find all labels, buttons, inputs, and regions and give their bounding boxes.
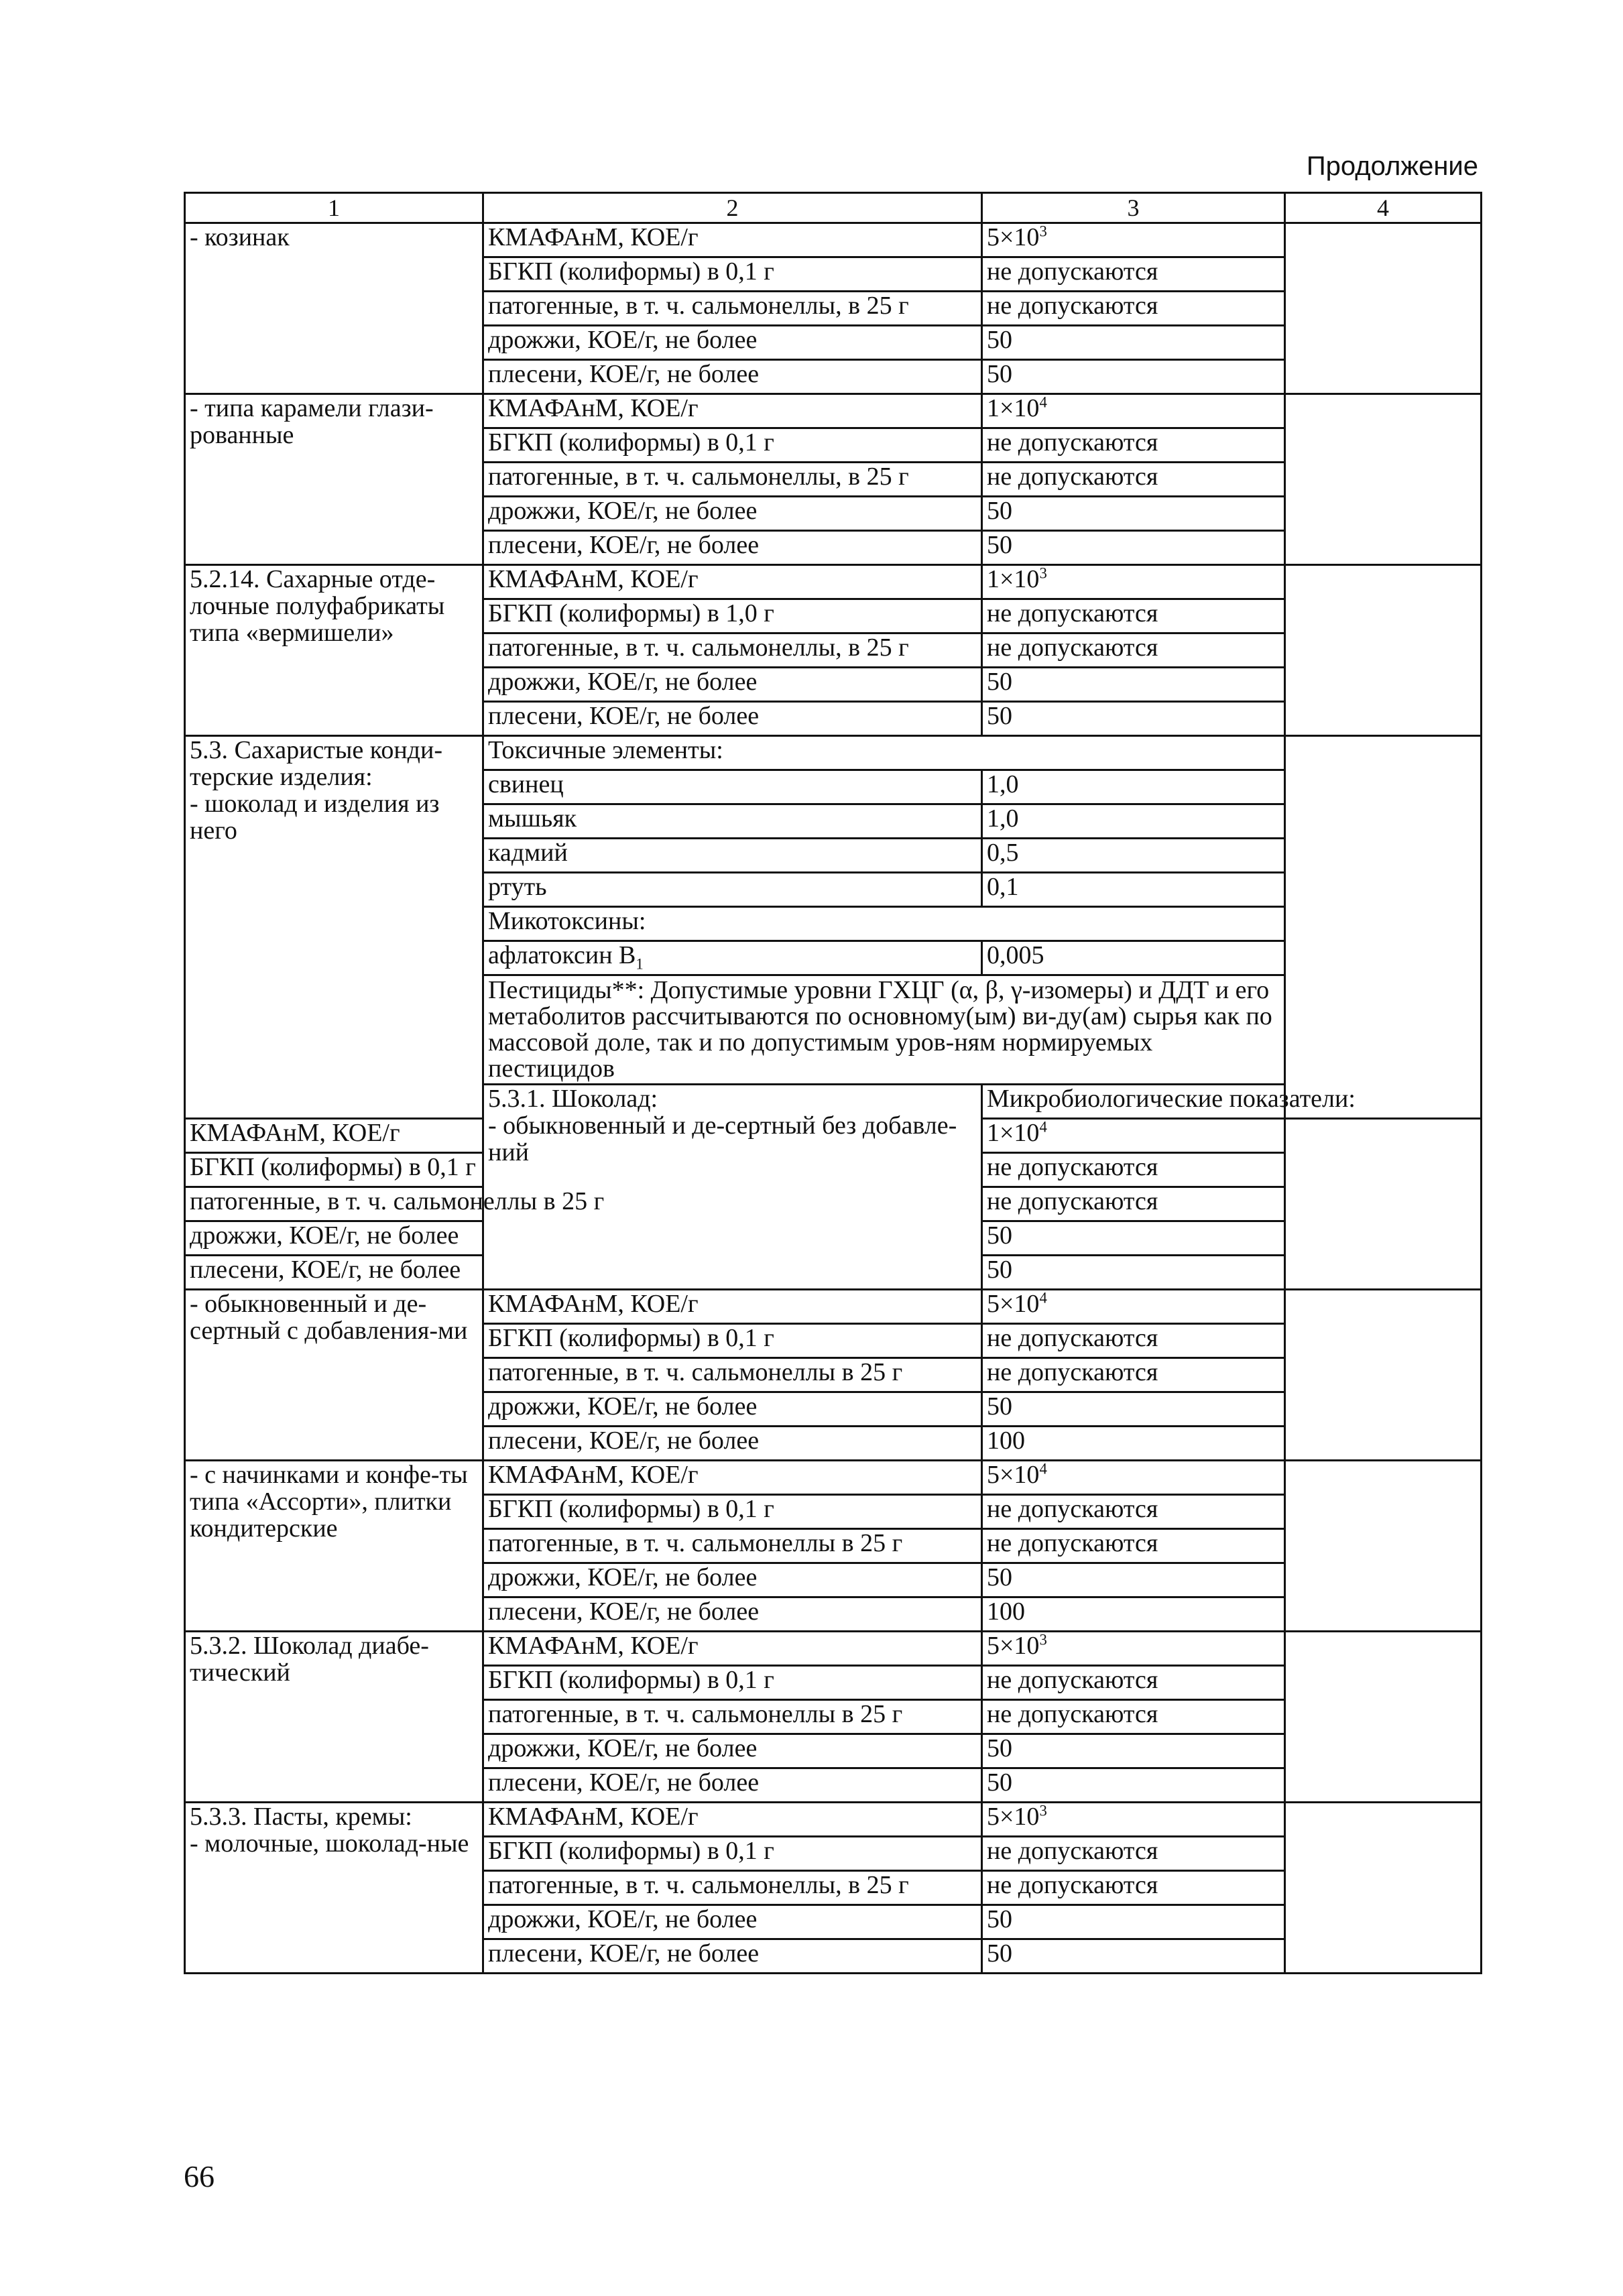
indicator-cell: БГКП (колиформы) в 0,1 г — [483, 1324, 982, 1358]
value-base: 5×10 — [987, 1632, 1040, 1660]
value-cell: 50 — [982, 1392, 1285, 1427]
value-cell: 1,0 — [982, 804, 1285, 839]
product-label: - козинак — [185, 223, 483, 394]
indicator-cell: БГКП (колиформы) в 0,1 г — [483, 1837, 982, 1871]
value-cell — [982, 1632, 1285, 1666]
section-heading: Микробиологические показатели: — [982, 1085, 1482, 1119]
value-cell: не допускаются — [982, 292, 1285, 326]
value-exponent: 3 — [1039, 223, 1047, 240]
indicator-cell: дрожжи, КОЕ/г, не более — [483, 326, 982, 360]
value-cell: не допускаются — [982, 1153, 1285, 1187]
value-cell: 0,5 — [982, 839, 1285, 873]
indicator-cell: КМАФАнМ, КОЕ/г — [483, 394, 982, 428]
indicator-cell: дрожжи, КОЕ/г, не более — [483, 1905, 982, 1939]
value-cell: не допускаются — [982, 428, 1285, 463]
indicator-cell: плесени, КОЕ/г, не более — [483, 702, 982, 736]
value-cell: 50 — [982, 531, 1285, 565]
value-cell: 50 — [982, 1939, 1285, 1974]
indicator-cell — [483, 941, 982, 975]
indicator-cell: дрожжи, КОЕ/г, не более — [483, 1392, 982, 1427]
indicator-cell: патогенные, в т. ч. сальмонеллы в 25 г — [483, 1529, 982, 1563]
column-4-cell — [1285, 1632, 1482, 1803]
indicator-cell: КМАФАнМ, КОЕ/г — [483, 1461, 982, 1495]
product-label: 5.3.2. Шоколад диабе-тический — [185, 1632, 483, 1803]
value-base: 5×10 — [987, 1290, 1040, 1318]
indicator-cell: БГКП (колиформы) в 0,1 г — [185, 1153, 483, 1187]
indicator-cell: плесени, КОЕ/г, не более — [483, 1597, 982, 1632]
indicator-cell: патогенные, в т. ч. сальмонеллы в 25 г — [483, 1358, 982, 1392]
value-cell: 50 — [982, 1768, 1285, 1803]
column-4-cell — [1285, 223, 1482, 394]
table-row — [185, 1803, 1482, 1837]
value-cell — [982, 565, 1285, 599]
indicator-cell: патогенные, в т. ч. сальмонеллы, в 25 г — [483, 292, 982, 326]
value-base: 1×10 — [987, 394, 1040, 422]
value-exponent: 3 — [1039, 1631, 1047, 1648]
indicator-cell: дрожжи, КОЕ/г, не более — [483, 1734, 982, 1768]
value-cell — [982, 1290, 1285, 1324]
product-label: - типа карамели глази-рованные — [185, 394, 483, 565]
continuation-label: Продолжение — [1306, 152, 1478, 181]
indicator-cell: ртуть — [483, 873, 982, 907]
indicator-subscript: 1 — [636, 955, 644, 973]
section-heading: Микотоксины: — [483, 907, 1285, 941]
indicator-cell: плесени, КОЕ/г, не более — [483, 360, 982, 394]
indicator-cell: КМАФАнМ, КОЕ/г — [483, 1803, 982, 1837]
value-cell: не допускаются — [982, 257, 1285, 292]
value-cell: не допускаются — [982, 1837, 1285, 1871]
value-cell: 50 — [982, 360, 1285, 394]
value-base: 5×10 — [987, 1803, 1040, 1831]
indicator-cell: плесени, КОЕ/г, не более — [483, 1768, 982, 1803]
value-cell: 50 — [982, 668, 1285, 702]
table-row — [185, 1290, 1482, 1324]
value-base: 5×10 — [987, 1461, 1040, 1489]
value-cell: 50 — [982, 702, 1285, 736]
norms-table — [184, 192, 1482, 1974]
value-cell — [982, 1803, 1285, 1837]
product-label: - с начинками и конфе-ты типа «Ассорти», плитки кондитерские — [185, 1461, 483, 1632]
value-exponent: 3 — [1039, 564, 1047, 582]
column-4-cell — [1285, 1461, 1482, 1632]
indicator-cell: патогенные, в т. ч. сальмонеллы, в 25 г — [483, 1871, 982, 1905]
column-4-cell — [1285, 394, 1482, 565]
indicator-cell: БГКП (колиформы) в 0,1 г — [483, 1495, 982, 1529]
value-cell — [982, 394, 1285, 428]
product-label: 5.3.1. Шоколад: - обыкновенный и де-сертный без добавле-ний — [483, 1085, 982, 1290]
value-cell: не допускаются — [982, 1187, 1285, 1221]
indicator-cell: БГКП (колиформы) в 1,0 г — [483, 599, 982, 633]
value-cell: 50 — [982, 1563, 1285, 1597]
indicator-text: афлатоксин B — [488, 941, 636, 969]
product-label: 5.2.14. Сахарные отде-лочные полуфабрикаты типа «вермишели» — [185, 565, 483, 736]
table-row — [185, 736, 1482, 770]
section-heading: Токсичные элементы: — [483, 736, 1285, 770]
value-exponent: 4 — [1039, 1289, 1047, 1307]
column-4-cell — [1285, 565, 1482, 736]
table-row — [185, 394, 1482, 428]
page-number: 66 — [184, 2159, 215, 2193]
product-label: 5.3.3. Пасты, кремы: - молочные, шоколад-ные — [185, 1803, 483, 1974]
value-exponent: 3 — [1039, 1802, 1047, 1819]
column-4-cell — [1285, 1803, 1482, 1974]
indicator-cell: дрожжи, КОЕ/г, не более — [483, 668, 982, 702]
indicator-cell: КМАФАнМ, КОЕ/г — [483, 1290, 982, 1324]
indicator-cell: БГКП (колиформы) в 0,1 г — [483, 428, 982, 463]
indicator-cell: БГКП (колиформы) в 0,1 г — [483, 257, 982, 292]
table-row — [185, 565, 1482, 599]
indicator-cell: патогенные, в т. ч. сальмонеллы в 25 г — [483, 1700, 982, 1734]
indicator-cell: плесени, КОЕ/г, не более — [483, 1427, 982, 1461]
indicator-cell: дрожжи, КОЕ/г, не более — [483, 1563, 982, 1597]
product-label: - обыкновенный и де-сертный с добавления-ми — [185, 1290, 483, 1461]
value-cell: не допускаются — [982, 1700, 1285, 1734]
indicator-cell: кадмий — [483, 839, 982, 873]
value-cell: не допускаются — [982, 1529, 1285, 1563]
value-cell: 0,005 — [982, 941, 1285, 975]
column-header: 2 — [483, 193, 982, 223]
value-base: 1×10 — [987, 1119, 1040, 1147]
value-cell: 100 — [982, 1427, 1285, 1461]
indicator-cell: патогенные, в т. ч. сальмонеллы, в 25 г — [483, 633, 982, 668]
value-cell: не допускаются — [982, 1871, 1285, 1905]
indicator-cell: КМАФАнМ, КОЕ/г — [483, 223, 982, 257]
indicator-cell: патогенные, в т. ч. сальмонеллы, в 25 г — [483, 463, 982, 497]
value-cell: 100 — [982, 1597, 1285, 1632]
column-header-row — [185, 193, 1482, 223]
indicator-cell: мышьяк — [483, 804, 982, 839]
indicator-cell: дрожжи, КОЕ/г, не более — [185, 1221, 483, 1256]
value-cell: не допускаются — [982, 1358, 1285, 1392]
value-cell — [982, 1119, 1285, 1153]
value-cell: не допускаются — [982, 1324, 1285, 1358]
column-4-cell — [1285, 736, 1482, 1119]
column-header: 1 — [185, 193, 483, 223]
table-row — [185, 1461, 1482, 1495]
value-cell: не допускаются — [982, 463, 1285, 497]
column-header: 3 — [982, 193, 1285, 223]
value-cell: 50 — [982, 1256, 1285, 1290]
indicator-cell: КМАФАнМ, КОЕ/г — [483, 1632, 982, 1666]
indicator-cell: патогенные, в т. ч. сальмонеллы в 25 г — [185, 1187, 483, 1221]
value-cell: 50 — [982, 1221, 1285, 1256]
product-label: 5.3. Сахаристые конди-терские изделия: - шоколад и изделия из него — [185, 736, 483, 1119]
value-cell: не допускаются — [982, 1495, 1285, 1529]
column-header: 4 — [1285, 193, 1482, 223]
indicator-cell: КМАФАнМ, КОЕ/г — [185, 1119, 483, 1153]
indicator-cell: БГКП (колиформы) в 0,1 г — [483, 1666, 982, 1700]
value-cell — [982, 223, 1285, 257]
value-cell: 50 — [982, 1734, 1285, 1768]
value-cell: не допускаются — [982, 633, 1285, 668]
pesticide-note: Пестициды**: Допустимые уровни ГХЦГ (α, β, γ-изомеры) и ДДТ и его метаболитов рассчитываются по основному(ым) ви-ду(ам) сырья как по массовой доле, так и по допустимым уров-ням нормируемых пестицидов — [483, 975, 1285, 1085]
value-exponent: 4 — [1039, 1118, 1047, 1136]
indicator-cell: плесени, КОЕ/г, не более — [483, 1939, 982, 1974]
value-base: 5×10 — [987, 223, 1040, 251]
column-4-cell — [1285, 1290, 1482, 1461]
value-cell: 50 — [982, 326, 1285, 360]
value-cell: 1,0 — [982, 770, 1285, 804]
value-exponent: 4 — [1039, 394, 1047, 411]
value-cell: 0,1 — [982, 873, 1285, 907]
value-cell — [982, 1461, 1285, 1495]
indicator-cell: плесени, КОЕ/г, не более — [483, 531, 982, 565]
indicator-cell: КМАФАнМ, КОЕ/г — [483, 565, 982, 599]
value-cell: не допускаются — [982, 1666, 1285, 1700]
indicator-cell: свинец — [483, 770, 982, 804]
value-exponent: 4 — [1039, 1460, 1047, 1477]
indicator-cell: плесени, КОЕ/г, не более — [185, 1256, 483, 1290]
indicator-cell: дрожжи, КОЕ/г, не более — [483, 497, 982, 531]
value-cell: не допускаются — [982, 599, 1285, 633]
value-cell: 50 — [982, 497, 1285, 531]
table-row — [185, 1632, 1482, 1666]
value-cell: 50 — [982, 1905, 1285, 1939]
value-base: 1×10 — [987, 565, 1040, 593]
table-row — [185, 223, 1482, 257]
